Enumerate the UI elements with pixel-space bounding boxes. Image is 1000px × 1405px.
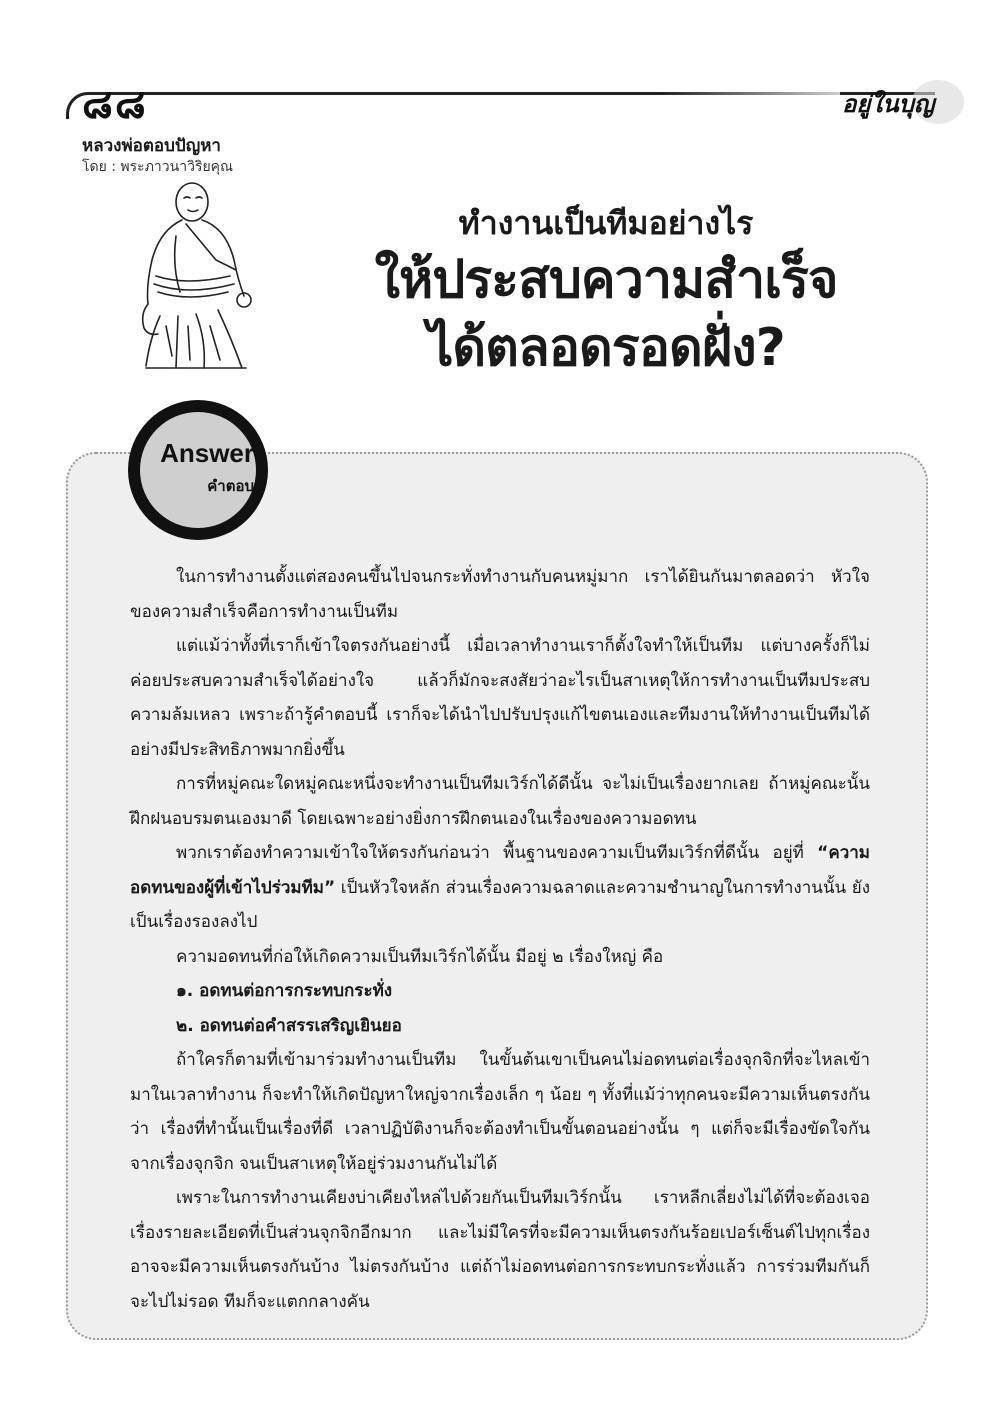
monk-illustration — [126, 176, 266, 376]
headline — [296, 200, 916, 382]
paragraph-4-emphasis: “ความอดทนของผู้ที่เข้าไปร่วมทีม” — [130, 843, 870, 898]
paragraph-1: ในการทำงานตั้งแต่สองคนขึ้นไปจนกระทั่งทำงานกับคนหมู่มาก เราได้ยินกันมาตลอดว่า หัวใจของความสำเร็จคือการทำงานเป็นทีม — [130, 567, 870, 622]
answer-body — [130, 560, 870, 1319]
answer-badge-english: Answer — [160, 438, 254, 468]
paragraph-4 — [130, 836, 870, 940]
magazine-logo — [838, 76, 966, 128]
logo-text: อยู่ในบุญ — [842, 89, 935, 118]
answer-badge-inner — [140, 412, 256, 528]
list-item-1: ๑. อดทนต่อการกระทบกระทั่ง — [176, 981, 393, 1001]
paragraph-7: เพราะในการทำงานเคียงบ่าเคียงไหล่ไปด้วยกันเป็นทีมเวิร์กนั้น เราหลีกเลี่ยงไม่ได้ที่จะต้องเจอเรื่องรายละเอียดที่เป็นส่วนจุกจิกอีกมาก และไม่มีใครที่จะมีความเห็นตรงกันร้อยเปอร์เซ็นต์ไปทุกเรื่อง อาจจะมีความเห็นตรงกันบ้าง ไม่ตรงกันบ้าง แต่ถ้าไม่อดทนต่อการกระทบกระทั่งแล้ว การร่วมทีมกันก็จะไปไม่รอด ทีมก็จะแตกกลางคัน — [130, 1188, 870, 1312]
answer-badge — [128, 400, 268, 540]
paragraph-5: ความอดทนที่ก่อให้เกิดความเป็นทีมเวิร์กได้นั้น มีอยู่ ๒ เรื่องใหญ่ คือ — [176, 946, 664, 967]
header-rule-fade — [660, 92, 840, 95]
column-title: หลวงพ่อตอบปัญหา — [82, 136, 221, 156]
headline-line-3: ได้ตลอดรอดฝั่ง? — [427, 318, 785, 378]
paragraph-4-lead: พวกเราต้องทำความเข้าใจให้ตรงกันก่อนว่า พื้นฐานของความเป็นทีมเวิร์กที่ดีนั้น อยู่ที่ — [176, 843, 818, 863]
paragraph-4-tail: เป็นหัวใจหลัก ส่วนเรื่องความฉลาดและความชำนาญในการทำงานนั้น ยังเป็นเรื่องรองลงไป — [130, 877, 870, 932]
paragraph-2: แต่แม้ว่าทั้งที่เราก็เข้าใจตรงกันอย่างนี้ เมื่อเวลาทำงานเราก็ตั้งใจทำให้เป็นทีม แต่บางครั้งก็ไม่ค่อยประสบความสำเร็จได้อย่างใจ แล้วก็มักจะสงสัยว่าอะไรเป็นสาเหตุให้การทำงานเป็นทีมประสบความล้มเหลว เพราะถ้ารู้คำตอบนี้ เราก็จะได้นำไปปรับปรุงแก้ไขตนเองและทีมงานให้ทำงานเป็นทีมได้อย่างมีประสิทธิภาพมากยิ่งขึ้น — [130, 636, 870, 760]
paragraph-3: การที่หมู่คณะใดหมู่คณะหนึ่งจะทำงานเป็นทีมเวิร์กได้ดีนั้น จะไม่เป็นเรื่องยากเลย ถ้าหมู่คณะนั้นฝึกฝนอบรมตนเองมาดี โดยเฉพาะอย่างยิ่งการฝึกตนเองในเรื่องของความอดทน — [130, 774, 870, 829]
headline-line-2: ให้ประสบความสำเร็จ — [374, 250, 838, 310]
answer-badge-thai: คำตอบ — [207, 477, 254, 495]
header-rule — [66, 92, 935, 119]
paragraph-6: ถ้าใครก็ตามที่เข้ามาร่วมทำงานเป็นทีม ในขั้นต้นเขาเป็นคนไม่อดทนต่อเรื่องจุกจิกที่จะไหลเข้ามาในเวลาทำงาน ก็จะทำให้เกิดปัญหาใหญ่จากเรื่องเล็ก ๆ น้อย ๆ ทั้งที่แม้ว่าทุกคนจะมีความเห็นตรงกันว่า เรื่องที่ทำนั้นเป็นเรื่องที่ดี เวลาปฏิบัติงานก็จะต้องทำเป็นขั้นตอนอย่างนั้น ๆ แต่ก็จะมีเรื่องขัดใจกันจากเรื่องจุกจิก จนเป็นสาเหตุให้อยู่ร่วมงานกันไม่ได้ — [130, 1050, 870, 1174]
list-item-2: ๒. อดทนต่อคำสรรเสริญเยินยอ — [176, 1015, 402, 1036]
page-number: ๘๘ — [82, 81, 148, 128]
byline: โดย : พระภาวนาวิริยคุณ — [82, 159, 234, 175]
headline-line-1: ทำงานเป็นทีมอย่างไร — [458, 204, 754, 242]
